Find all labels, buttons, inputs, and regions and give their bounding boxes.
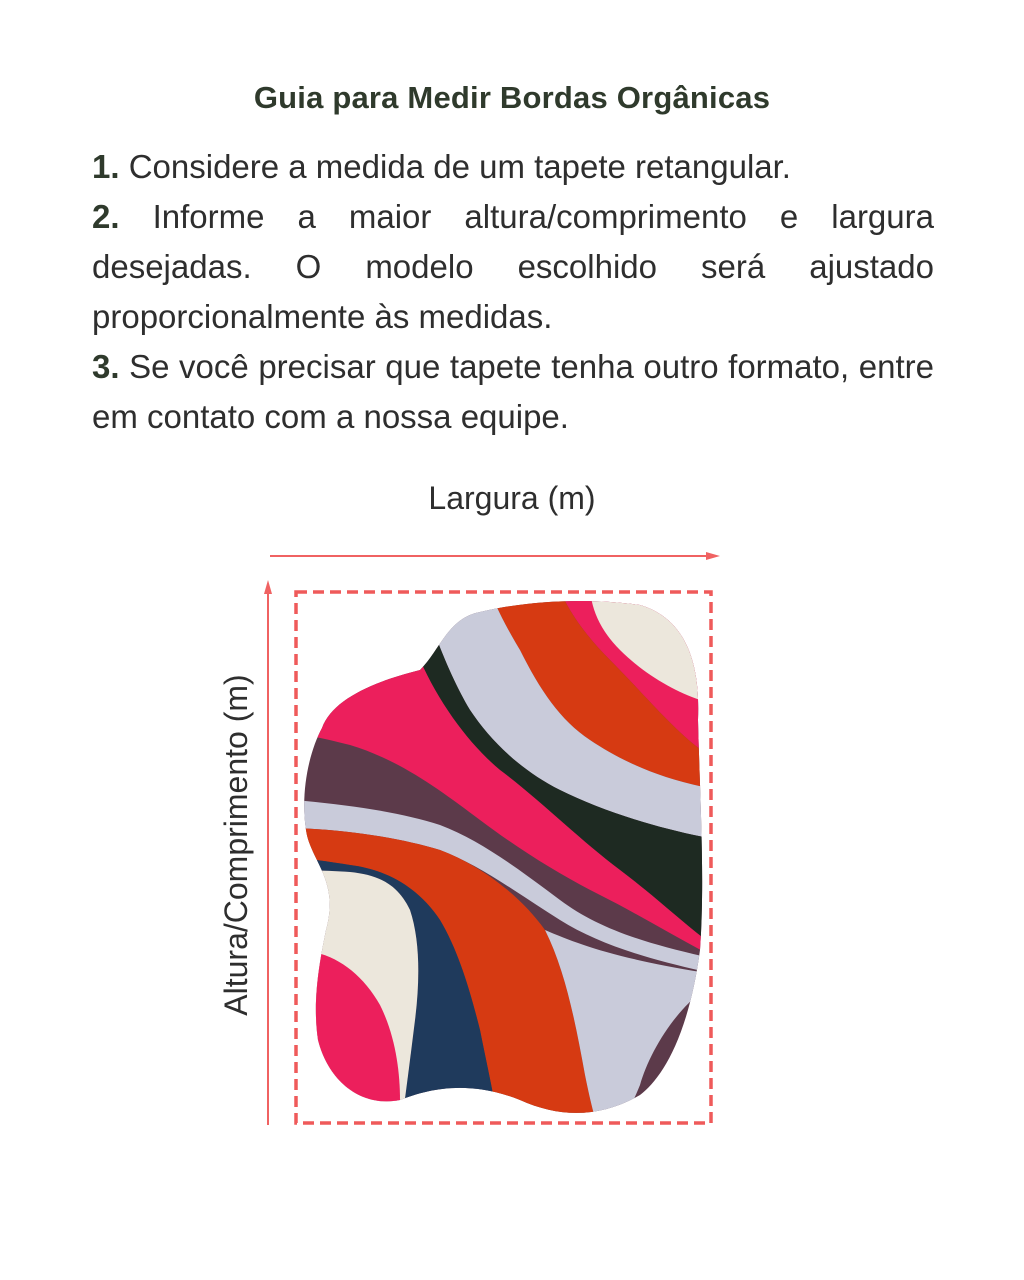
- step-number: 1.: [92, 148, 120, 185]
- step-number: 3.: [92, 348, 120, 385]
- step-number: 2.: [92, 198, 120, 235]
- step-text: Se você precisar que tapete tenha outro formato, entre em contato com a nossa equipe.: [92, 348, 934, 435]
- step-text: Informe a maior altura/comprimento e largura desejadas. O modelo escolhido será ajustado proporcionalmente às medidas.: [92, 198, 934, 335]
- width-label: Largura (m): [428, 480, 596, 516]
- height-label: Altura/Comprimento (m): [218, 674, 254, 1016]
- width-arrow-head: [706, 552, 720, 560]
- page-title: Guia para Medir Bordas Orgânicas: [253, 80, 771, 115]
- width-arrow: [270, 552, 720, 560]
- step-text: Considere a medida de um tapete retangular.: [128, 148, 791, 185]
- organic-rug-image: [290, 590, 720, 1135]
- height-arrow-head: [264, 580, 272, 594]
- height-arrow: [264, 580, 272, 1125]
